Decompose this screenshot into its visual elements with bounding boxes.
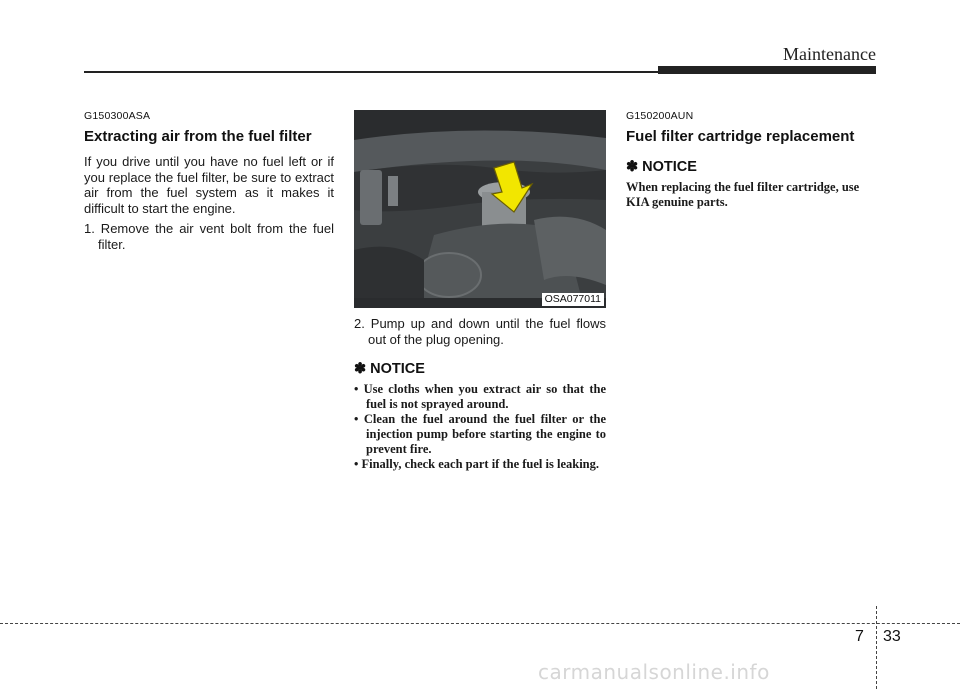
notice-item: • Finally, check each part if the fuel is leaking.: [354, 457, 599, 471]
chapter-number: 7: [855, 628, 864, 645]
right-column: [626, 110, 878, 210]
engine-illustration: [354, 110, 606, 308]
section-code: G150200AUN: [626, 110, 694, 122]
footer-rule: [0, 623, 960, 624]
header-rule: [84, 71, 684, 73]
footer-divider: [876, 606, 877, 689]
watermark: carmanualsonline.info: [538, 660, 770, 684]
step-2: 2. Pump up and down until the fuel flows out of the plug opening.: [354, 316, 606, 347]
notice-star-icon: ✽: [626, 159, 639, 175]
left-column: [84, 110, 334, 256]
notice-star-icon: ✽: [354, 361, 367, 377]
notice-title: NOTICE: [642, 159, 697, 175]
middle-column: [354, 110, 606, 472]
notice-item: • Clean the fuel around the fuel filter or the injection pump before starting the engine to prevent fire.: [354, 412, 606, 456]
notice-heading: [354, 361, 606, 377]
notice-title: NOTICE: [370, 361, 425, 377]
header-rule-accent: [658, 66, 876, 74]
engine-photo: [354, 110, 606, 308]
notice-list: [354, 382, 606, 472]
notice-item: • Use cloths when you extract air so that the fuel is not sprayed around.: [354, 382, 606, 411]
page-header-title: Maintenance: [783, 44, 876, 64]
image-label: OSA077011: [542, 293, 604, 306]
section-heading: Extracting air from the fuel filter: [84, 128, 312, 145]
step-1: 1. Remove the air vent bolt from the fuel filter.: [84, 221, 334, 252]
notice-heading: [626, 159, 878, 175]
notice-text: When replacing the fuel filter cartridge, use KIA genuine parts.: [626, 180, 860, 209]
section-code: G150300ASA: [84, 110, 151, 122]
intro-paragraph: If you drive until you have no fuel left or if you replace the fuel filter, be sure to extract air from the fuel system as it makes it difficult to start the engine.: [84, 154, 334, 216]
page-number: 33: [883, 628, 901, 645]
section-heading: Fuel filter cartridge replacement: [626, 128, 855, 145]
